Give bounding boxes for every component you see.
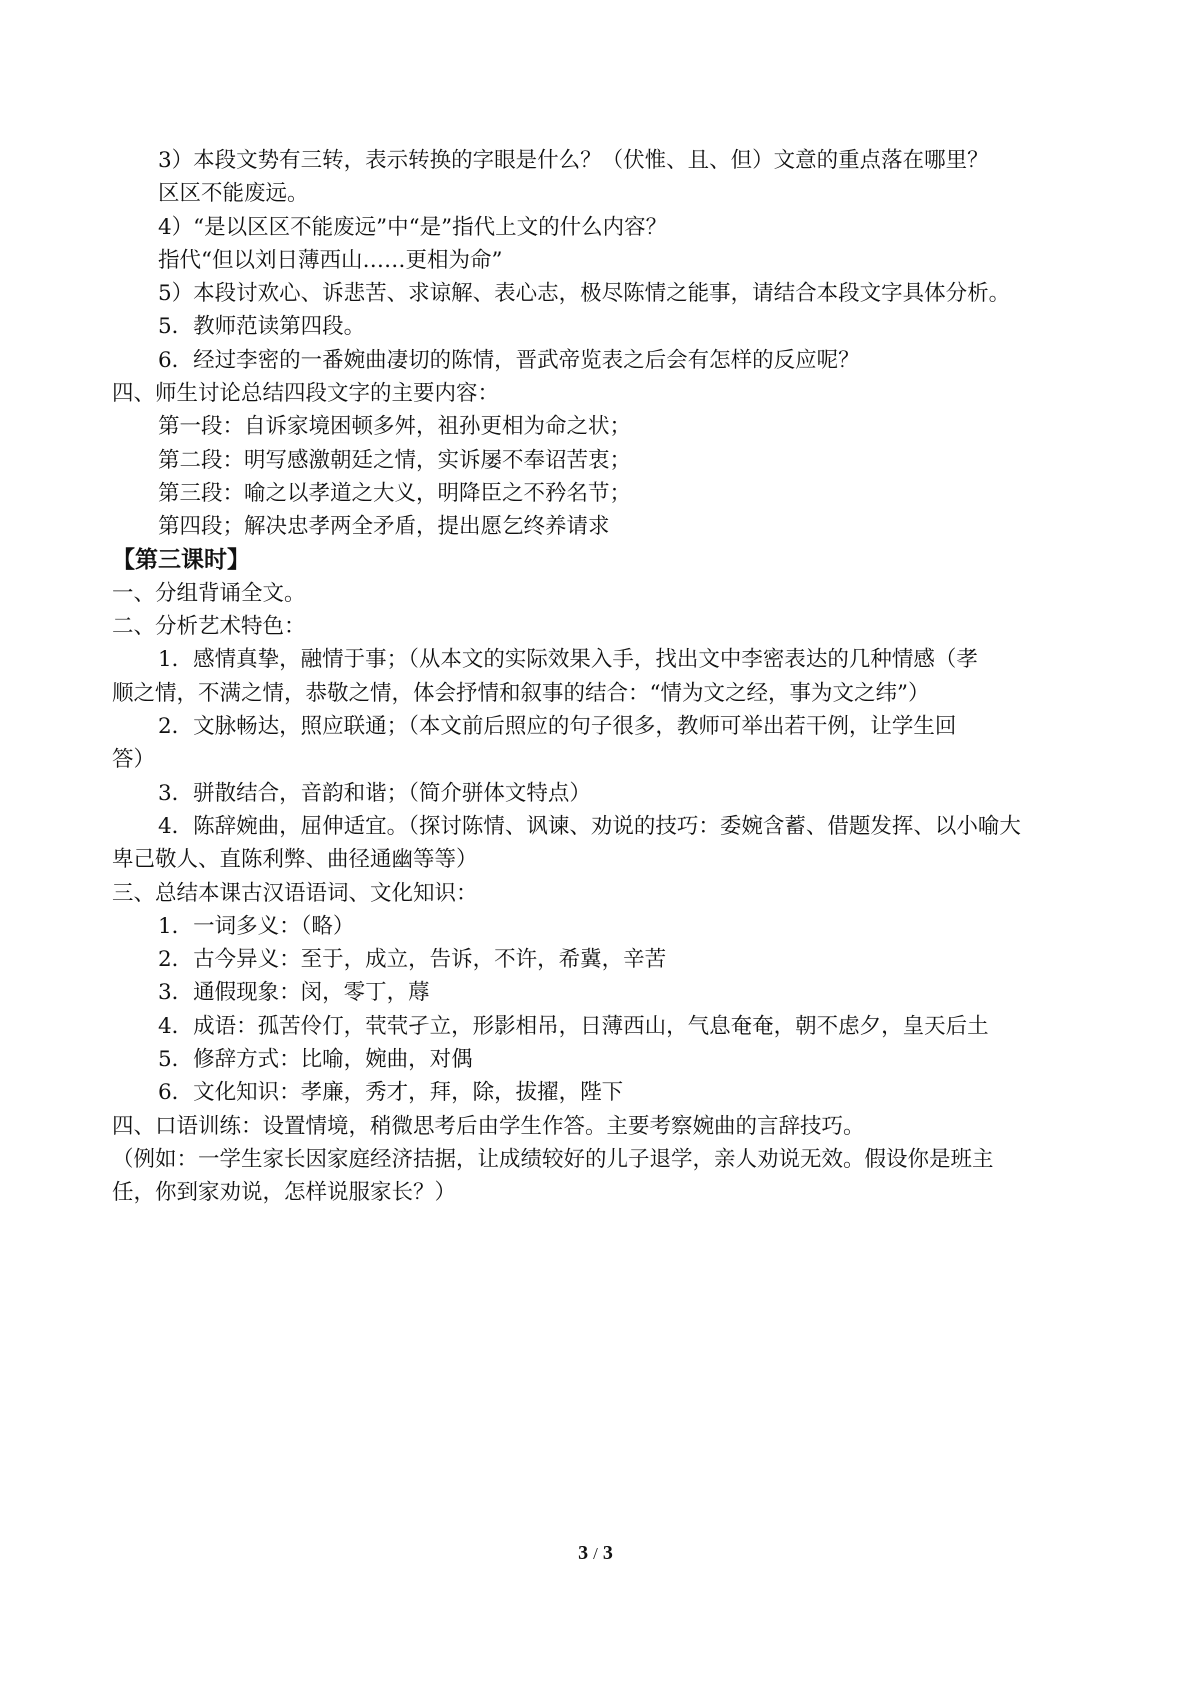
text-line: 顺之情，不满之情，恭敬之情，体会抒情和叙事的结合：“情为文之经，事为文之纬”） bbox=[112, 680, 930, 706]
text-line: （例如：一学生家长因家庭经济拮据，让成绩较好的儿子退学，亲人劝说无效。假设你是班主 bbox=[112, 1146, 994, 1172]
text-line: 4．陈辞婉曲，屈伸适宜。（探讨陈情、讽谏、劝说的技巧：委婉含蓄、借题发挥、以小喻大 bbox=[158, 813, 1021, 839]
page-total: 3 bbox=[602, 1542, 613, 1564]
text-line: 答） bbox=[112, 747, 156, 773]
text-line: 第四段；解决忠孝两全矛盾，提出愿乞终养请求 bbox=[158, 514, 610, 540]
text-line: 第二段：明写感激朝廷之情，实诉屡不奉诏苦衷； bbox=[158, 447, 632, 473]
text-line: 5．修辞方式：比喻，婉曲，对偶 bbox=[158, 1047, 473, 1073]
page-separator: / bbox=[593, 1544, 598, 1563]
text-line: 四、师生讨论总结四段文字的主要内容： bbox=[112, 381, 500, 407]
document-body bbox=[112, 144, 1092, 1210]
text-line: 一、分组背诵全文。 bbox=[112, 580, 306, 606]
text-line: 1．感情真挚，融情于事；（从本文的实际效果入手，找出文中李密表达的几种情感（孝 bbox=[158, 647, 978, 673]
section-heading: 【第三课时】 bbox=[112, 546, 250, 573]
page-current: 3 bbox=[578, 1542, 589, 1564]
text-line: 卑己敬人、直陈利弊、曲径通幽等等） bbox=[112, 847, 478, 873]
text-line: 二、分析艺术特色： bbox=[112, 614, 306, 640]
page-number bbox=[0, 1542, 1191, 1565]
text-line: 三、总结本课古汉语语词、文化知识： bbox=[112, 880, 478, 906]
text-line: 4．成语：孤苦伶仃，茕茕孑立，形影相吊，日薄西山，气息奄奄，朝不虑夕，皇天后土 bbox=[158, 1013, 989, 1039]
text-line: 3．通假现象：闵，零丁，蓐 bbox=[158, 980, 430, 1006]
text-line: 6．经过李密的一番婉曲凄切的陈情，晋武帝览表之后会有怎样的反应呢？ bbox=[158, 347, 860, 373]
text-line: 1．一词多义：（略） bbox=[158, 913, 355, 939]
text-line: 四、口语训练：设置情境，稍微思考后由学生作答。主要考察婉曲的言辞技巧。 bbox=[112, 1113, 865, 1139]
text-line: 2．古今异义：至于，成立，告诉，不许，希冀，辛苦 bbox=[158, 947, 667, 973]
text-line: 区区不能废远。 bbox=[158, 181, 309, 207]
text-line: 指代“但以刘日薄西山……更相为命” bbox=[158, 247, 503, 273]
text-line: 5）本段讨欢心、诉悲苦、求谅解、表心志，极尽陈情之能事，请结合本段文字具体分析。 bbox=[158, 281, 1011, 307]
text-line: 3）本段文势有三转，表示转换的字眼是什么？（伏惟、且、但）文意的重点落在哪里？ bbox=[158, 148, 989, 173]
text-line: 6．文化知识：孝廉，秀才，拜，除，拔擢，陛下 bbox=[158, 1080, 624, 1106]
text-line: 4）“是以区区不能废远”中“是”指代上文的什么内容？ bbox=[158, 214, 668, 240]
text-line: 2．文脉畅达，照应联通；（本文前后照应的句子很多，教师可举出若干例，让学生回 bbox=[158, 714, 957, 740]
text-line: 5．教师范读第四段。 bbox=[158, 314, 366, 340]
text-line: 任，你到家劝说，怎样说服家长？） bbox=[112, 1180, 457, 1206]
text-line: 第三段：喻之以孝道之大义，明降臣之不矜名节； bbox=[158, 480, 632, 506]
text-line: 第一段：自诉家境困顿多舛，祖孙更相为命之状； bbox=[158, 414, 632, 440]
text-line: 3．骈散结合，音韵和谐；（简介骈体文特点） bbox=[158, 780, 591, 806]
